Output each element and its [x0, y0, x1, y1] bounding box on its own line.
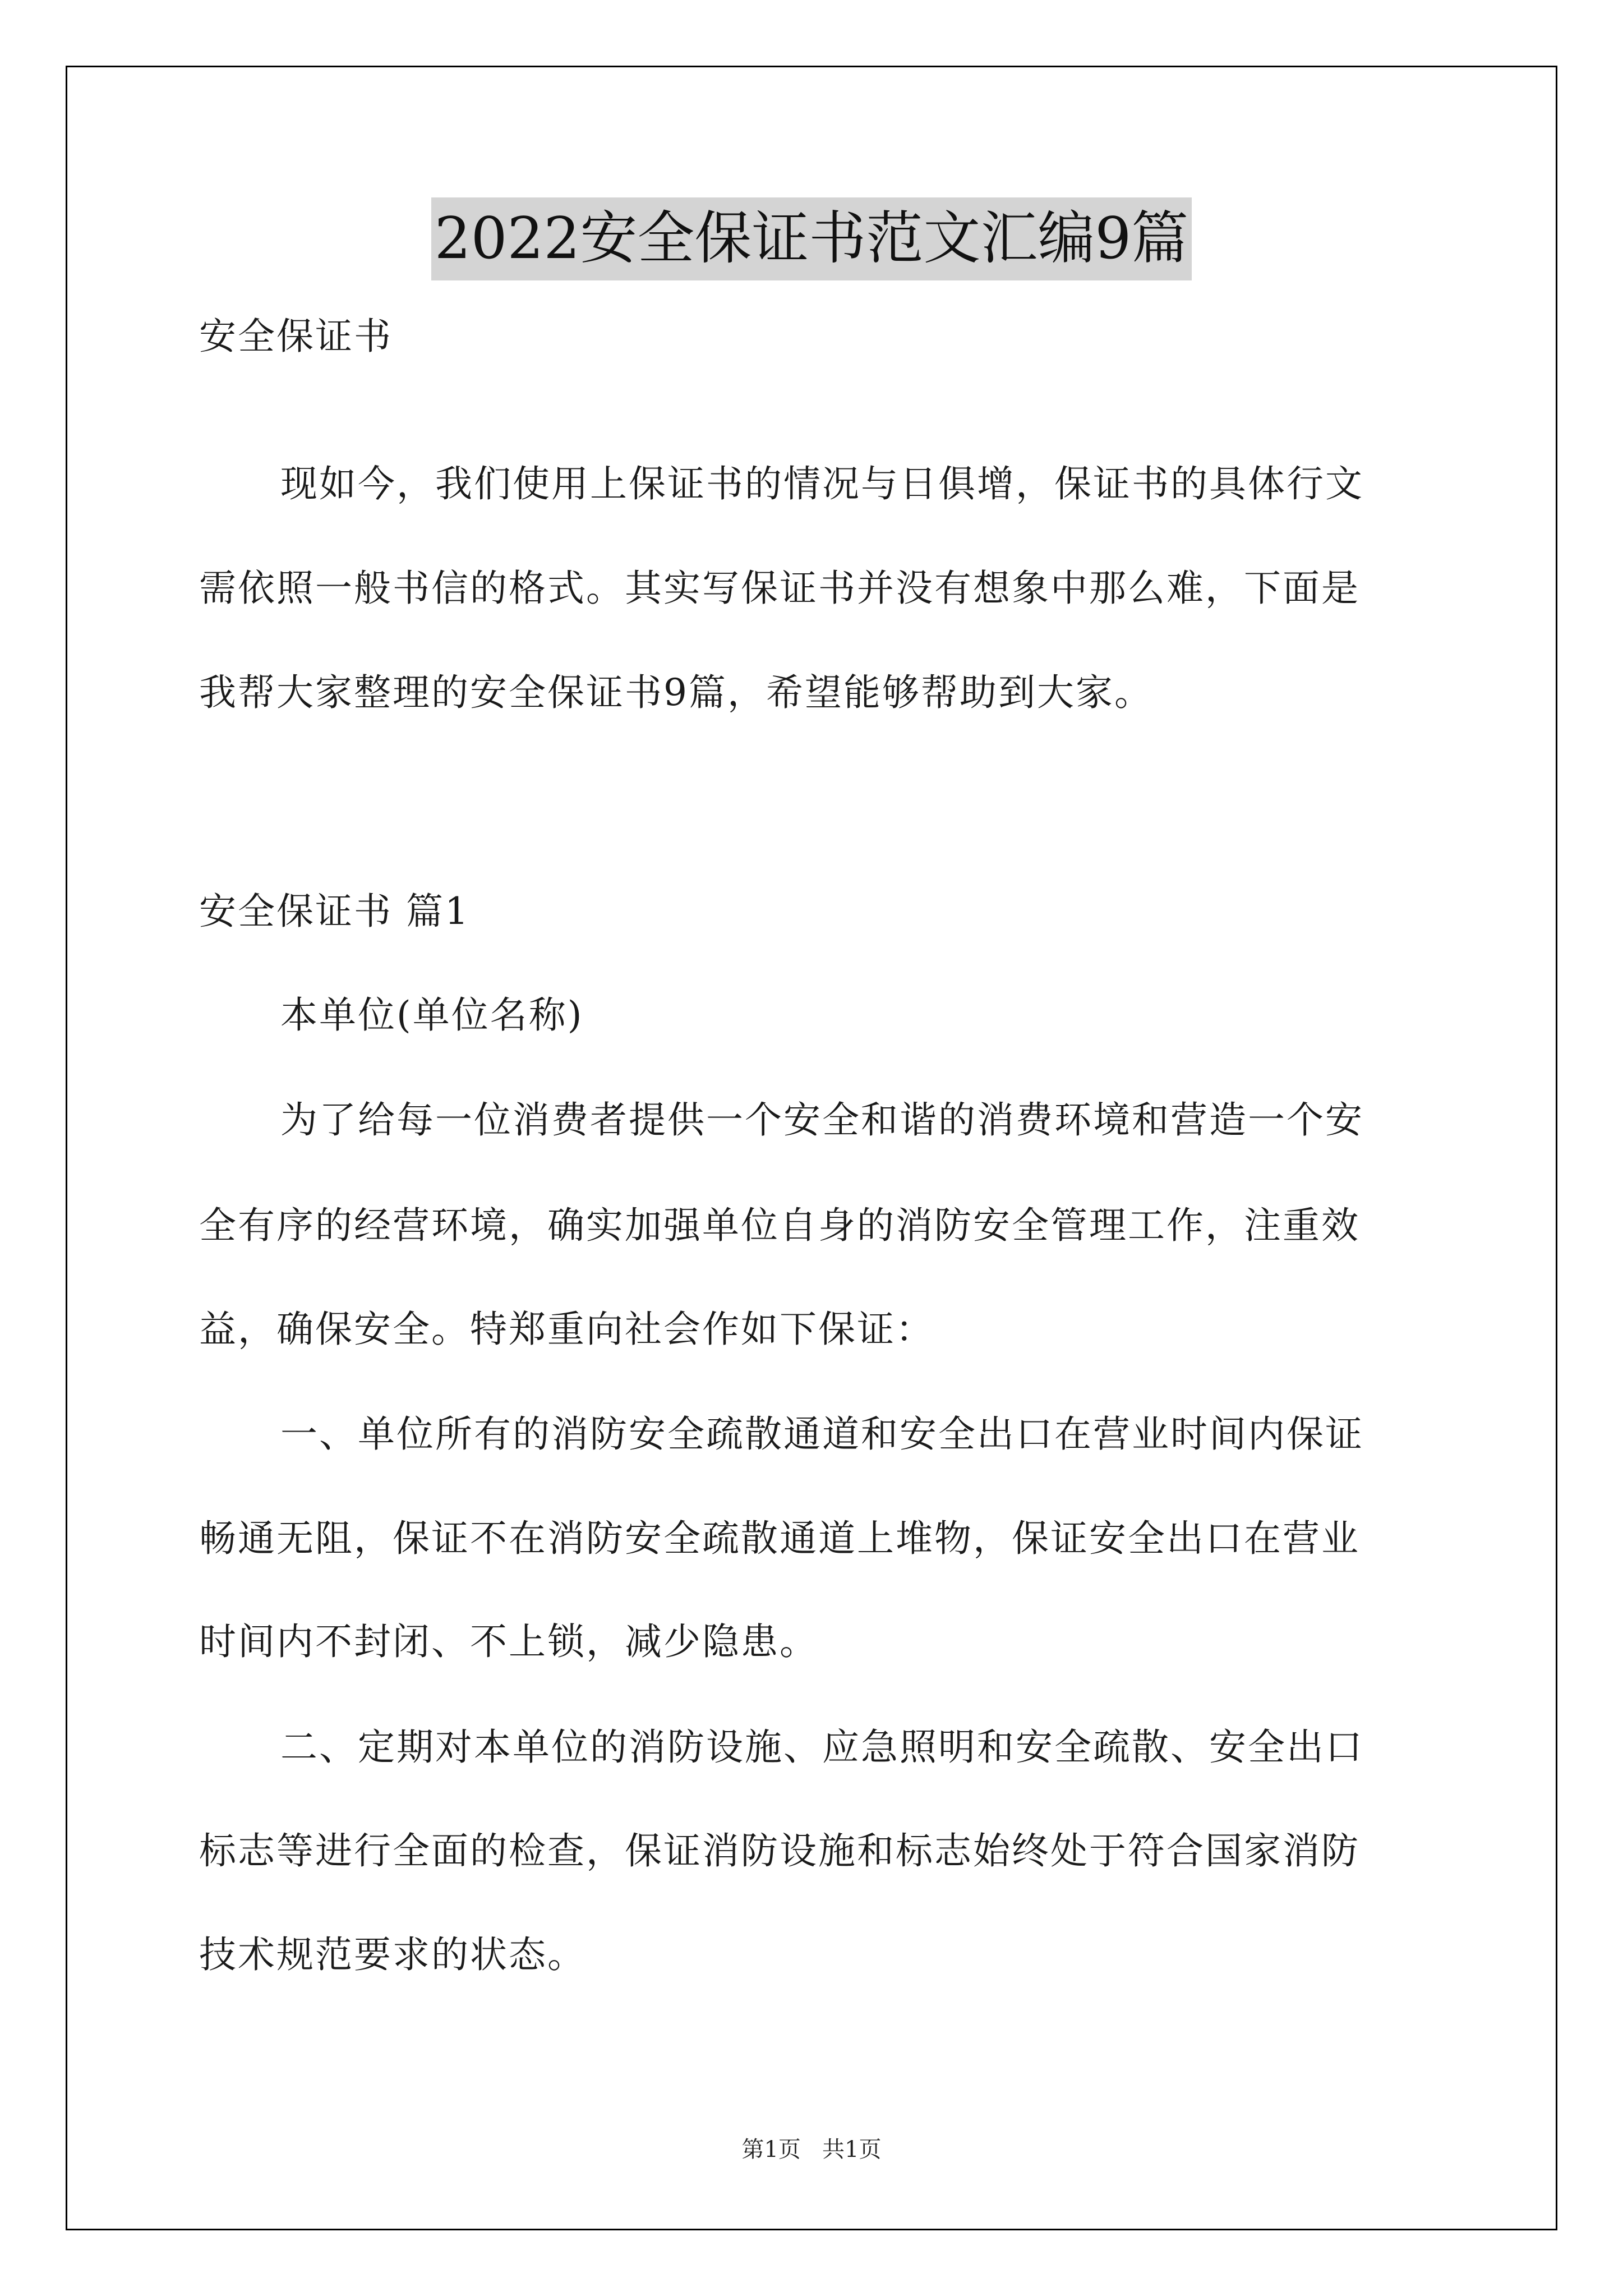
- intro-line-1: 现如今，我们使用上保证书的情况与日俱增，保证书的具体行文: [280, 462, 1364, 505]
- document-title: 2022安全保证书范文汇编9篇: [431, 197, 1192, 280]
- para2-line-1: 一、单位所有的消防安全疏散通道和安全出口在营业时间内保证: [280, 1412, 1364, 1456]
- para3-line-1: 二、定期对本单位的消防设施、应急照明和安全疏散、安全出口: [280, 1726, 1364, 1769]
- page-border: [66, 66, 1557, 2230]
- para3-line-3: 技术规范要求的状态。: [199, 1933, 586, 1976]
- article-heading: 安全保证书 篇1: [199, 890, 470, 933]
- section-heading: 安全保证书: [199, 315, 393, 358]
- intro-line-2: 需依照一般书信的格式。其实写保证书并没有想象中那么难，下面是: [199, 567, 1360, 610]
- para1-line-1: 为了给每一位消费者提供一个安全和谐的消费环境和营造一个安: [280, 1098, 1364, 1142]
- para1-line-2: 全有序的经营环境，确实加强单位自身的消防安全管理工作，注重效: [199, 1204, 1360, 1247]
- unit-line: 本单位(单位名称): [280, 993, 584, 1037]
- intro-line-3: 我帮大家整理的安全保证书9篇，希望能够帮助到大家。: [199, 671, 1153, 714]
- para2-line-2: 畅通无阻，保证不在消防安全疏散通道上堆物，保证安全出口在营业: [199, 1517, 1360, 1560]
- page-footer: 第1页 共1页: [741, 2137, 882, 2162]
- para2-line-3: 时间内不封闭、不上锁，减少隐患。: [199, 1620, 818, 1663]
- para1-line-3: 益，确保安全。特郑重向社会作如下保证：: [199, 1308, 934, 1351]
- para3-line-2: 标志等进行全面的检查，保证消防设施和标志始终处于符合国家消防: [199, 1829, 1360, 1872]
- title-container: [0, 197, 1623, 280]
